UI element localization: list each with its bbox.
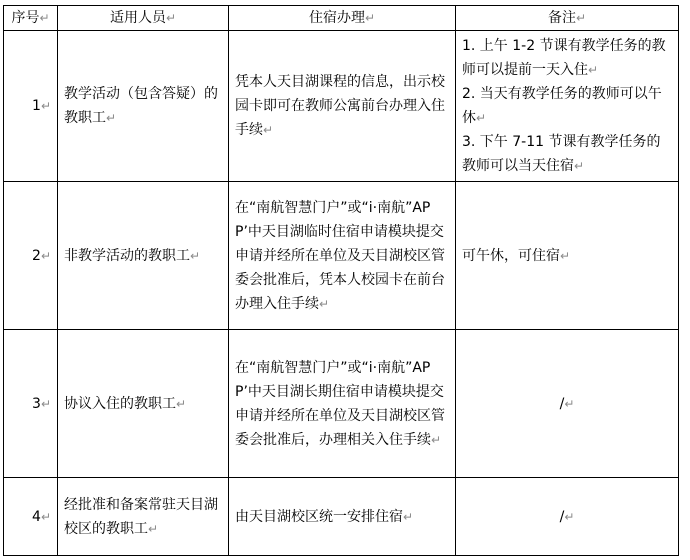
row-number: 2↵ [4, 182, 58, 330]
note-line: 3. 下午 7-11 节课有教学任务的教师可以当天住宿↵ [462, 134, 661, 174]
row-number: 4↵ [4, 478, 58, 556]
notes-cell [456, 31, 679, 182]
procedure-cell: 在“南航智慧门户”或“i·南航”APP’中天目湖长期住宿申请模块提交申请并经所在单位及天目湖校区管委会批准后，办理相关入住手续↵ [229, 330, 456, 478]
procedure-cell: 在“南航智慧门户”或“i·南航”APP’中天目湖临时住宿申请模块提交申请并经所在单位及天目湖校区管委会批准后，凭本人校园卡在前台办理入住手续↵ [229, 182, 456, 330]
lodging-table [3, 5, 679, 556]
note-line: 1. 上午 1-2 节课有教学任务的教师可以提前一天入住↵ [462, 38, 666, 78]
staff-cell: 协议入住的教职工↵ [58, 330, 229, 478]
note-line: 2. 当天有教学任务的教师可以午休↵ [462, 86, 662, 126]
table-row [4, 182, 679, 330]
notes-cell: /↵ [456, 478, 679, 556]
notes-cell: /↵ [456, 330, 679, 478]
header-cell: 住宿办理↵ [229, 6, 456, 31]
staff-cell: 非教学活动的教职工↵ [58, 182, 229, 330]
row-number: 3↵ [4, 330, 58, 478]
header-cell: 备注↵ [456, 6, 679, 31]
notes-cell: 可午休，可住宿↵ [456, 182, 679, 330]
table-row [4, 330, 679, 478]
header-cell: 序号↵ [4, 6, 58, 31]
row-number: 1↵ [4, 31, 58, 182]
table-row [4, 478, 679, 556]
table-row [4, 31, 679, 182]
header-cell: 适用人员↵ [58, 6, 229, 31]
procedure-cell: 由天目湖校区统一安排住宿↵ [229, 478, 456, 556]
procedure-cell: 凭本人天目湖课程的信息，出示校园卡即可在教师公寓前台办理入住手续↵ [229, 31, 456, 182]
staff-cell: 教学活动（包含答疑）的教职工↵ [58, 31, 229, 182]
header-row [4, 6, 679, 31]
staff-cell: 经批准和备案常驻天目湖校区的教职工↵ [58, 478, 229, 556]
